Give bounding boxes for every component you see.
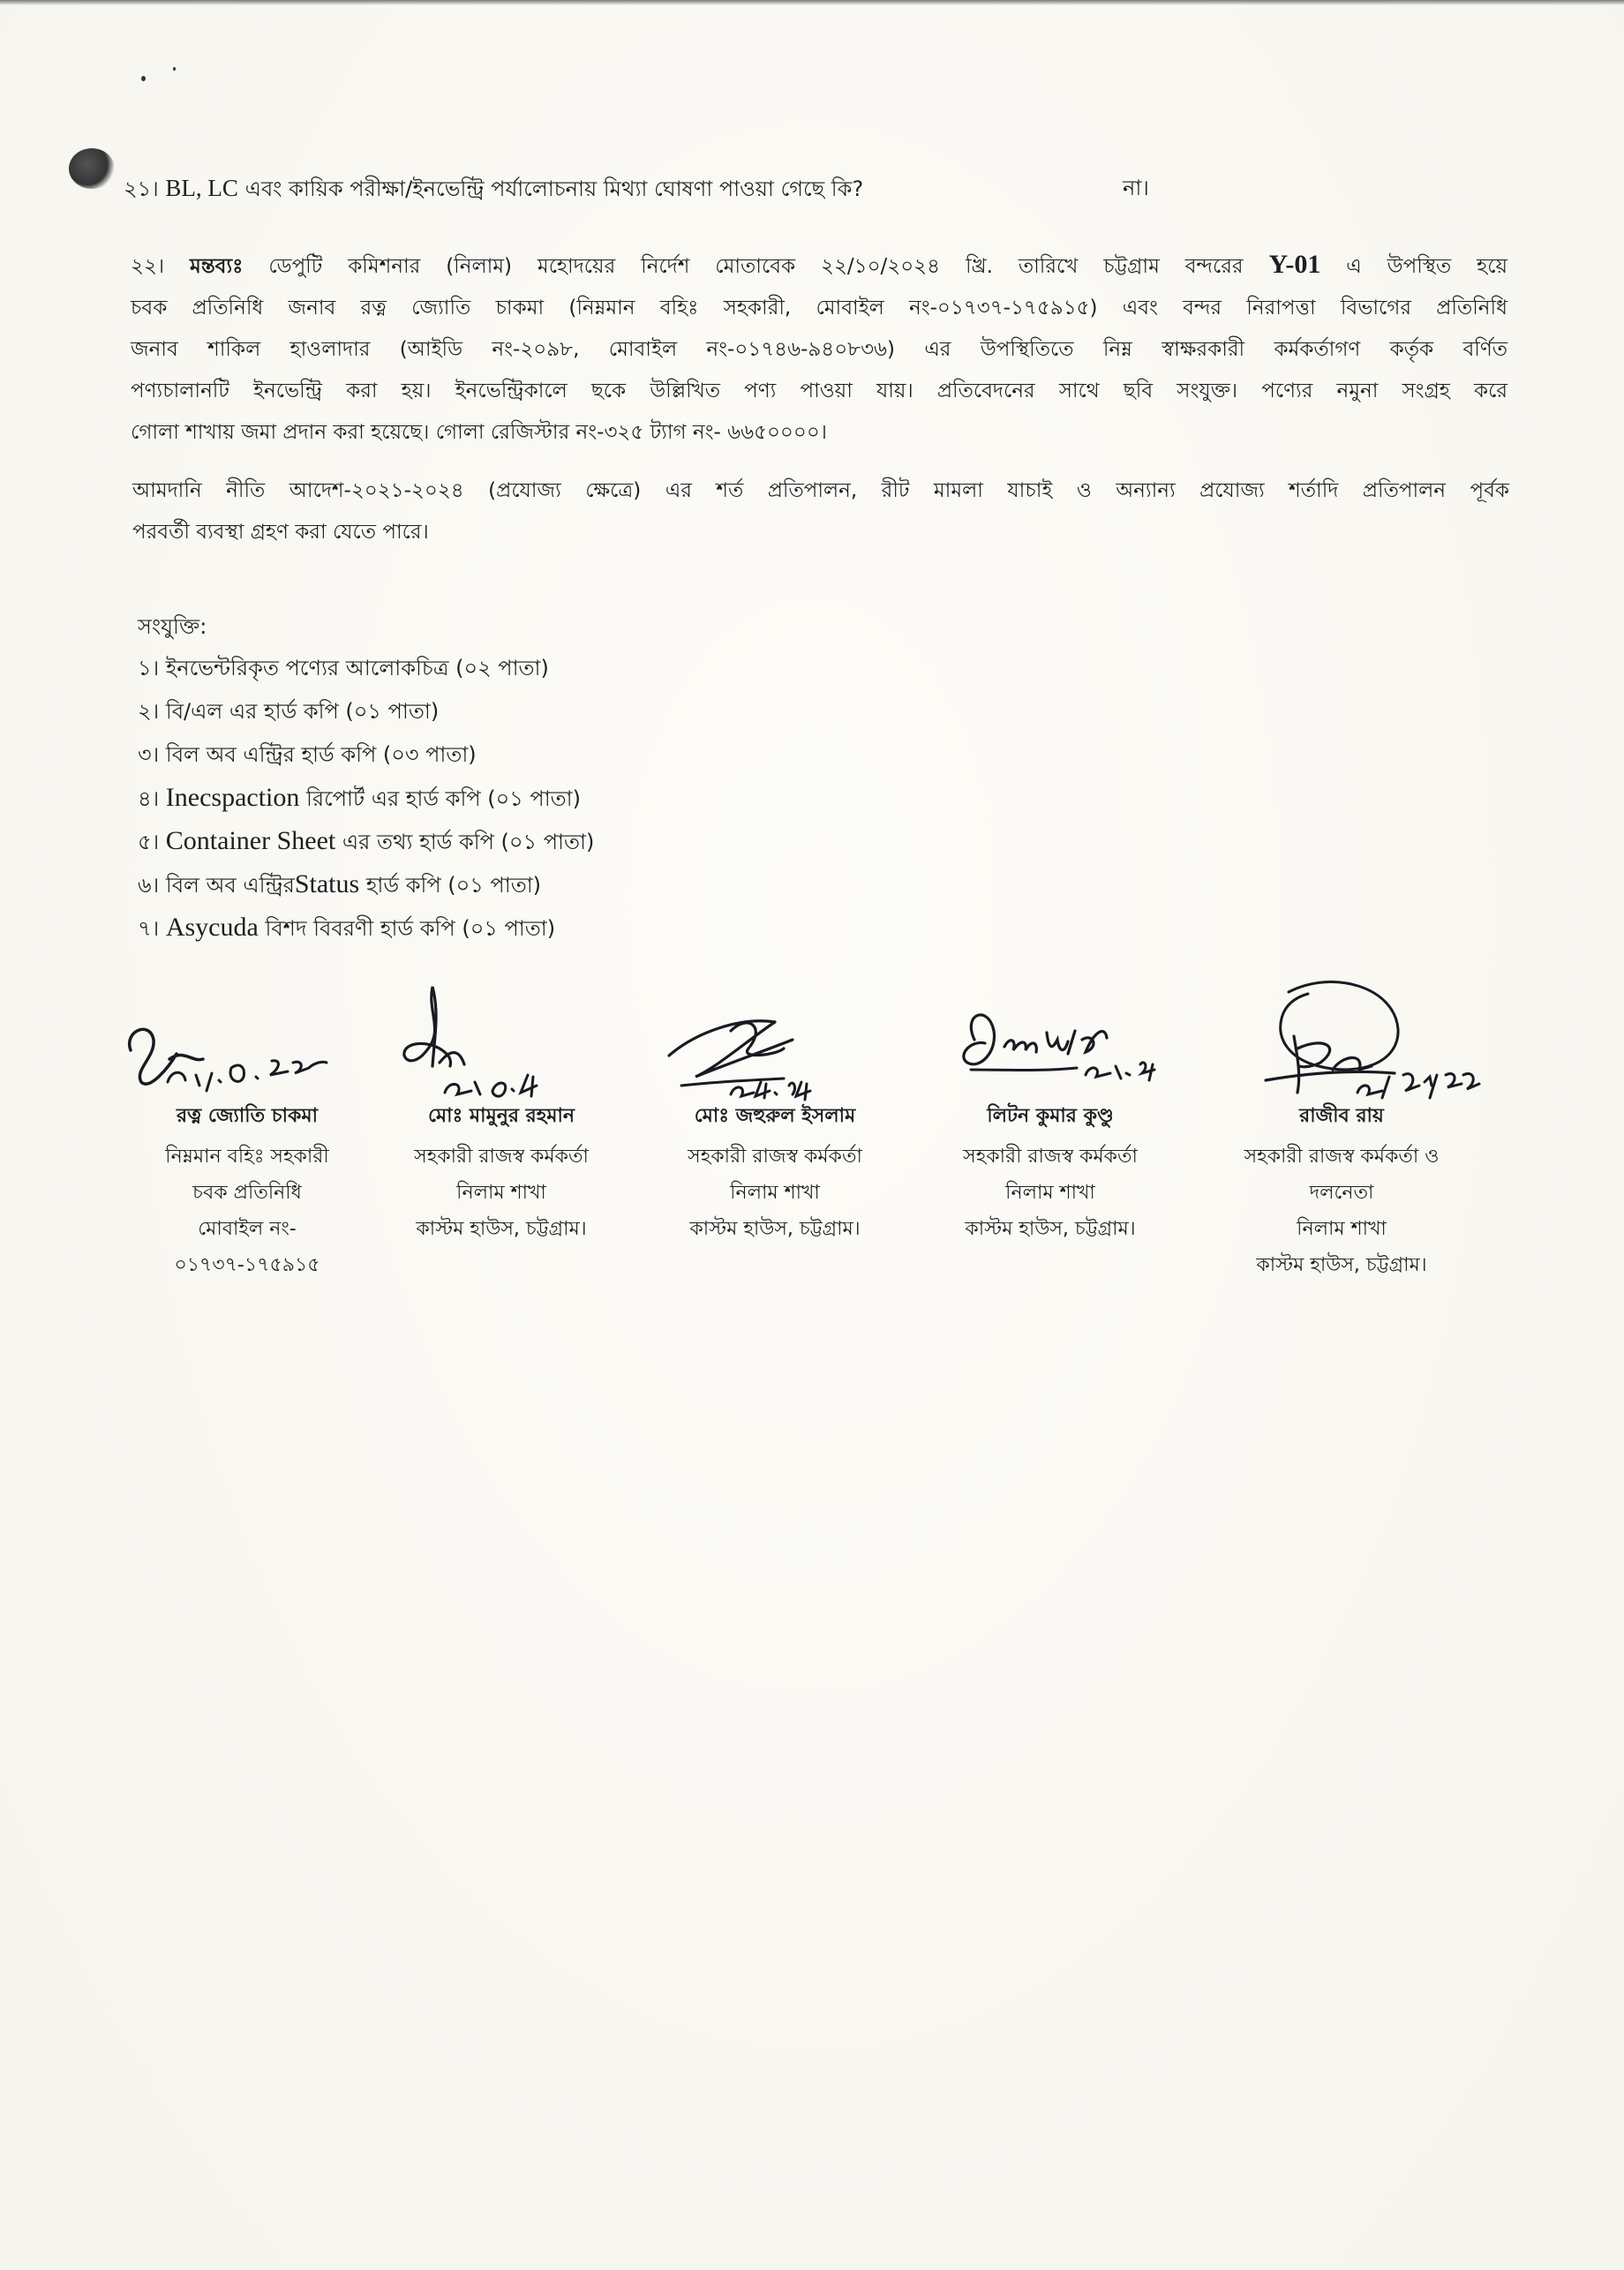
list-item: ৩। বিল অব এন্ট্রির হার্ড কপি (০৩ পাতা)	[138, 742, 477, 767]
scan-edge	[0, 0, 1624, 5]
question-text-latin: BL, LC	[165, 175, 238, 201]
list-item: ২। বি/এল এর হার্ড কপি (০১ পাতা)	[138, 699, 440, 724]
signatory-roles: সহকারী রাজস্ব কর্মকর্তা নিলাম শাখা কাস্টম হাউস, চট্টগ্রাম।	[688, 1146, 862, 1240]
list-item: ৭। Asycuda বিশদ বিবরণী হার্ড কপি (০১ পাতা)	[138, 913, 556, 942]
handwritten-signature	[643, 978, 907, 1106]
import-policy-line-1: আমদানি নীতি আদেশ-২০২১-২০২৪ (প্রযোজ্য ক্ষেত্রে) এর শর্ত প্রতিপালন, রীট মামলা যাচাই ও অন্যান্য প্রযোজ্য শর্তাদি প্রতিপালন পূর্বক	[132, 479, 1509, 502]
handwritten-signature	[918, 978, 1183, 1106]
import-policy-line-2: পরবর্তী ব্যবস্থা গ্রহণ করা যেতে পারে।	[132, 521, 429, 544]
question-21	[124, 175, 863, 202]
remarks-label: মন্তব্যঃ	[190, 255, 244, 278]
question-text: এবং কায়িক পরীক্ষা/ইনভেন্ট্রি পর্যালোচনায় মিথ্যা ঘোষণা পাওয়া গেছে কি?	[244, 177, 864, 201]
punch-hole-mark	[69, 148, 115, 189]
signatory-name: মোঃ জহুরুল ইসলাম	[694, 1105, 856, 1127]
remarks-line-4: পণ্যচালানটি ইনভেন্ট্রি করা হয়। ইনভেন্ট্রিকালে ছকে উল্লিখিত পণ্য পাওয়া যায়। প্রতিবেদনের সাথে ছবি সংযুক্ত। পণ্যের নমুনা সংগ্রহ করে	[131, 380, 1507, 402]
question-21-answer: না।	[1123, 176, 1149, 200]
remarks-text: ডেপুটি কমিশনার (নিলাম) মহোদয়ের নির্দেশ মোতাবেক ২২/১০/২০২৪ খ্রি. তারিখে চট্টগ্রাম বন্দরের	[268, 255, 1244, 278]
list-item: ১। ইনভেন্টরিকৃত পণ্যের আলোকচিত্র (০২ পাতা)	[138, 656, 549, 680]
remarks-text: এ উপস্থিত হয়ে	[1346, 255, 1508, 278]
signatory-roles: সহকারী রাজস্ব কর্মকর্তা নিলাম শাখা কাস্টম হাউস, চট্টগ্রাম।	[414, 1146, 589, 1240]
handwritten-signature	[369, 978, 634, 1106]
handwritten-signature	[115, 978, 380, 1106]
list-item: ৫। Container Sheet এর তথ্য হার্ড কপি (০১ পাতা)	[138, 826, 595, 855]
remarks-line-1	[131, 252, 1507, 280]
scan-speck	[141, 76, 146, 81]
list-item: ৪। Inecspaction রিপোর্ট এর হার্ড কপি (০১ পাতা)	[138, 783, 581, 812]
signatory-name: রত্ন জ্যোতি চাকমা	[177, 1105, 318, 1127]
remarks-paragraph	[131, 252, 1507, 461]
import-policy-paragraph	[132, 477, 1509, 560]
handwritten-signature	[1209, 978, 1562, 1106]
remarks-number: ২২।	[131, 255, 165, 278]
attachments-list	[138, 655, 594, 958]
remarks-line-2: চবক প্রতিনিধি জনাব রত্ন জ্যোতি চাকমা (নিম্নমান বহিঃ সহকারী, মোবাইল নং-০১৭৩৭-১৭৫৯১৫) এবং বন্দর নিরাপত্তা বিভাগের প্রতিনিধি	[131, 297, 1507, 319]
list-item: ৬। বিল অব এন্ট্রিরStatus হার্ড কপি (০১ পাতা)	[138, 869, 542, 898]
signatory-roles: সহকারী রাজস্ব কর্মকর্তা ও দলনেতা নিলাম শাখা কাস্টম হাউস, চট্টগ্রাম।	[1244, 1146, 1440, 1276]
signatory-name: মোঃ মামুনুর রহমান	[428, 1105, 575, 1127]
attachments-title: সংযুক্তি:	[138, 614, 207, 639]
yard-code: Y-01	[1268, 250, 1321, 279]
remarks-line-5: গোলা শাখায় জমা প্রদান করা হয়েছে। গোলা রেজিস্টার নং-৩২৫ ট্যাগ নং- ৬৬৫০০০০।	[131, 421, 827, 444]
signatory-name: রাজীব রায়	[1299, 1105, 1384, 1127]
signatory-roles: নিম্নমান বহিঃ সহকারী চবক প্রতিনিধি মোবাইল নং- ০১৭৩৭-১৭৫৯১৫	[165, 1146, 329, 1276]
signatory-roles: সহকারী রাজস্ব কর্মকর্তা নিলাম শাখা কাস্টম হাউস, চট্টগ্রাম।	[963, 1146, 1138, 1240]
signatory-name: লিটন কুমার কুণ্ডু	[987, 1105, 1114, 1127]
scan-speck	[173, 67, 176, 71]
question-number: ২১।	[124, 177, 159, 201]
remarks-line-3: জনাব শাকিল হাওলাদার (আইডি নং-২০৯৮, মোবাইল নং-০১৭৪৬-৯৪০৮৩৬) এর উপস্থিতিতে নিম্ন স্বাক্ষরকারী কর্মকর্তাগণ কর্তৃক বর্ণিত	[131, 338, 1507, 361]
